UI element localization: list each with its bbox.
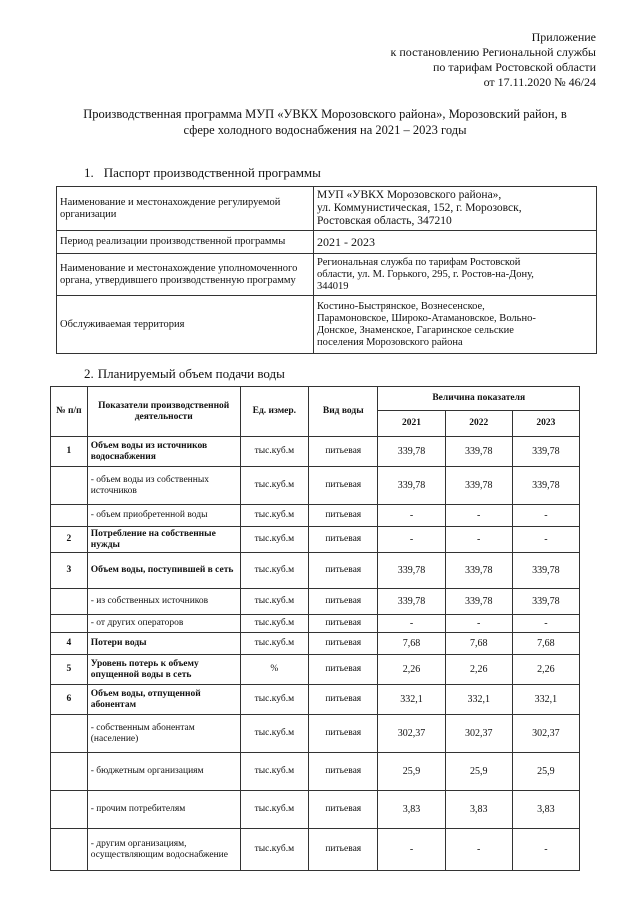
row-water-type: питьевая xyxy=(309,829,378,871)
passport-label: Обслуживаемая территория xyxy=(57,296,314,354)
row-indicator: - от других операторов xyxy=(87,615,240,633)
passport-value-line: ул. Коммунистическая, 152, г. Морозовск, xyxy=(317,202,522,214)
passport-value-line: МУП «УВКХ Морозовского района», xyxy=(317,189,502,201)
row-number: 4 xyxy=(51,633,88,655)
row-value-2021: 339,78 xyxy=(378,467,445,505)
passport-row xyxy=(57,254,597,296)
row-value-2021: - xyxy=(378,829,445,871)
row-value-2022: - xyxy=(445,615,512,633)
row-value-2021: 25,9 xyxy=(378,753,445,791)
row-value-2022: 339,78 xyxy=(445,467,512,505)
row-value-2022: - xyxy=(445,505,512,527)
passport-value-line: Региональная служба по тарифам Ростовской xyxy=(317,256,521,268)
row-number: 3 xyxy=(51,553,88,589)
row-water-type: питьевая xyxy=(309,715,378,753)
row-value-2023: 339,78 xyxy=(512,437,579,467)
row-indicator: Объем воды, отпущенной абонентам xyxy=(87,685,240,715)
row-water-type: питьевая xyxy=(309,633,378,655)
passport-value-line: 2021 - 2023 xyxy=(317,235,375,249)
row-value-2022: 2,26 xyxy=(445,655,512,685)
row-water-type: питьевая xyxy=(309,553,378,589)
header-unit: Ед. измер. xyxy=(240,387,308,437)
row-value-2021: 7,68 xyxy=(378,633,445,655)
row-number: 1 xyxy=(51,437,88,467)
row-value-2023: - xyxy=(512,615,579,633)
header-value-group: Величина показателя xyxy=(378,387,580,411)
row-unit: тыс.куб.м xyxy=(240,615,308,633)
row-value-2023: 339,78 xyxy=(512,553,579,589)
row-unit: тыс.куб.м xyxy=(240,633,308,655)
row-indicator: Объем воды из источников водоснабжения xyxy=(87,437,240,467)
row-number xyxy=(51,505,88,527)
document-title xyxy=(60,106,590,138)
row-number xyxy=(51,829,88,871)
section-number: 1. xyxy=(84,165,94,180)
row-value-2023: 25,9 xyxy=(512,753,579,791)
row-water-type: питьевая xyxy=(309,685,378,715)
row-water-type: питьевая xyxy=(309,437,378,467)
passport-value-line: Парамоновское, Широко-Атамановское, Вольно- xyxy=(317,312,536,324)
table-row xyxy=(51,589,580,615)
row-value-2021: 339,78 xyxy=(378,553,445,589)
row-value-2022: 3,83 xyxy=(445,791,512,829)
row-value-2023: 7,68 xyxy=(512,633,579,655)
row-value-2021: 332,1 xyxy=(378,685,445,715)
row-value-2023: 332,1 xyxy=(512,685,579,715)
row-value-2021: 2,26 xyxy=(378,655,445,685)
section-title: Паспорт производственной программы xyxy=(103,165,321,180)
section-2-heading xyxy=(84,366,285,382)
table-row xyxy=(51,615,580,633)
table-row xyxy=(51,715,580,753)
row-value-2021: 3,83 xyxy=(378,791,445,829)
passport-row xyxy=(57,296,597,354)
header-year: 2023 xyxy=(512,411,579,437)
row-unit: тыс.куб.м xyxy=(240,829,308,871)
row-value-2021: - xyxy=(378,505,445,527)
table-body xyxy=(51,437,580,871)
passport-value xyxy=(314,254,597,296)
row-value-2023: 302,37 xyxy=(512,715,579,753)
row-number xyxy=(51,753,88,791)
row-indicator: - собственным абонентам (население) xyxy=(87,715,240,753)
row-value-2022: 339,78 xyxy=(445,553,512,589)
row-value-2023: 339,78 xyxy=(512,467,579,505)
row-unit: % xyxy=(240,655,308,685)
table-row xyxy=(51,791,580,829)
row-value-2021: 339,78 xyxy=(378,437,445,467)
row-value-2022: 332,1 xyxy=(445,685,512,715)
passport-label: Период реализации производственной программы xyxy=(57,231,314,254)
row-value-2022: 302,37 xyxy=(445,715,512,753)
row-unit: тыс.куб.м xyxy=(240,589,308,615)
document-title-line: сфере холодного водоснабжения на 2021 – 2023 годы xyxy=(183,123,467,137)
passport-value xyxy=(314,231,597,254)
row-water-type: питьевая xyxy=(309,467,378,505)
row-indicator: - объем воды из собственных источников xyxy=(87,467,240,505)
row-value-2022: 7,68 xyxy=(445,633,512,655)
appendix-line: Приложение xyxy=(531,30,596,44)
row-water-type: питьевая xyxy=(309,791,378,829)
row-unit: тыс.куб.м xyxy=(240,437,308,467)
row-unit: тыс.куб.м xyxy=(240,685,308,715)
passport-value-line: поселения Морозовского района xyxy=(317,336,463,348)
passport-value-line: Ростовская область, 347210 xyxy=(317,215,452,227)
passport-table xyxy=(56,186,597,354)
row-indicator: Потери воды xyxy=(87,633,240,655)
section-1-heading xyxy=(84,165,321,181)
row-value-2022: - xyxy=(445,527,512,553)
row-indicator: Потребление на собственные нужды xyxy=(87,527,240,553)
header-year: 2022 xyxy=(445,411,512,437)
passport-label: Наименование и местонахождение уполномоченного органа, утвердившего производственную программу xyxy=(57,254,314,296)
row-number xyxy=(51,467,88,505)
row-water-type: питьевая xyxy=(309,505,378,527)
table-header-row xyxy=(51,387,580,411)
row-value-2021: 339,78 xyxy=(378,589,445,615)
table-row xyxy=(51,655,580,685)
row-water-type: питьевая xyxy=(309,589,378,615)
passport-value xyxy=(314,296,597,354)
table-row xyxy=(51,685,580,715)
row-value-2022: 25,9 xyxy=(445,753,512,791)
table-row xyxy=(51,553,580,589)
section-number: 2. xyxy=(84,366,94,381)
header-water-type: Вид воды xyxy=(309,387,378,437)
row-unit: тыс.куб.м xyxy=(240,467,308,505)
row-value-2022: 339,78 xyxy=(445,437,512,467)
row-number xyxy=(51,589,88,615)
row-water-type: питьевая xyxy=(309,615,378,633)
row-value-2021: - xyxy=(378,615,445,633)
row-value-2023: - xyxy=(512,527,579,553)
passport-row xyxy=(57,187,597,231)
row-unit: тыс.куб.м xyxy=(240,505,308,527)
table-row xyxy=(51,829,580,871)
appendix-line: по тарифам Ростовской области xyxy=(432,60,596,74)
row-number: 6 xyxy=(51,685,88,715)
passport-value-line: Донское, Знаменское, Гагаринское сельские xyxy=(317,324,514,336)
row-indicator: - из собственных источников xyxy=(87,589,240,615)
row-unit: тыс.куб.м xyxy=(240,715,308,753)
row-number: 2 xyxy=(51,527,88,553)
row-number xyxy=(51,715,88,753)
row-number xyxy=(51,791,88,829)
table-row xyxy=(51,437,580,467)
row-value-2022: 339,78 xyxy=(445,589,512,615)
row-value-2023: - xyxy=(512,505,579,527)
passport-row xyxy=(57,231,597,254)
table-row xyxy=(51,467,580,505)
row-number xyxy=(51,615,88,633)
header-year: 2021 xyxy=(378,411,445,437)
appendix-line: от 17.11.2020 № 46/24 xyxy=(483,75,596,89)
passport-value-line: Костино-Быстрянское, Вознесенское, xyxy=(317,300,485,312)
passport-value xyxy=(314,187,597,231)
row-value-2021: 302,37 xyxy=(378,715,445,753)
header-no: № п/п xyxy=(51,387,88,437)
appendix-header xyxy=(391,30,596,90)
appendix-line: к постановлению Региональной службы xyxy=(390,45,596,59)
table-row xyxy=(51,633,580,655)
row-unit: тыс.куб.м xyxy=(240,553,308,589)
row-value-2022: - xyxy=(445,829,512,871)
row-indicator: - прочим потребителям xyxy=(87,791,240,829)
row-value-2023: 339,78 xyxy=(512,589,579,615)
row-water-type: питьевая xyxy=(309,655,378,685)
row-value-2023: 2,26 xyxy=(512,655,579,685)
document-title-line: Производственная программа МУП «УВКХ Морозовского района», Морозовский район, в xyxy=(83,107,567,121)
water-volume-table xyxy=(50,386,580,871)
row-value-2023: - xyxy=(512,829,579,871)
row-indicator: Объем воды, поступившей в сеть xyxy=(87,553,240,589)
row-unit: тыс.куб.м xyxy=(240,527,308,553)
passport-label: Наименование и местонахождение регулируемой организации xyxy=(57,187,314,231)
table-row xyxy=(51,527,580,553)
passport-value-line: 344019 xyxy=(317,280,349,292)
row-number: 5 xyxy=(51,655,88,685)
row-indicator: Уровень потерь к объему опущенной воды в сеть xyxy=(87,655,240,685)
row-indicator: - объем приобретенной воды xyxy=(87,505,240,527)
header-indicator: Показатели производственной деятельности xyxy=(87,387,240,437)
section-title: Планируемый объем подачи воды xyxy=(97,366,285,381)
passport-value-line: области, ул. М. Горького, 295, г. Ростов-на-Дону, xyxy=(317,268,534,280)
row-unit: тыс.куб.м xyxy=(240,791,308,829)
row-unit: тыс.куб.м xyxy=(240,753,308,791)
row-indicator: - другим организациям, осуществляющим водоснабжение xyxy=(87,829,240,871)
row-water-type: питьевая xyxy=(309,753,378,791)
row-value-2021: - xyxy=(378,527,445,553)
row-indicator: - бюджетным организациям xyxy=(87,753,240,791)
row-water-type: питьевая xyxy=(309,527,378,553)
table-row xyxy=(51,505,580,527)
row-value-2023: 3,83 xyxy=(512,791,579,829)
table-row xyxy=(51,753,580,791)
